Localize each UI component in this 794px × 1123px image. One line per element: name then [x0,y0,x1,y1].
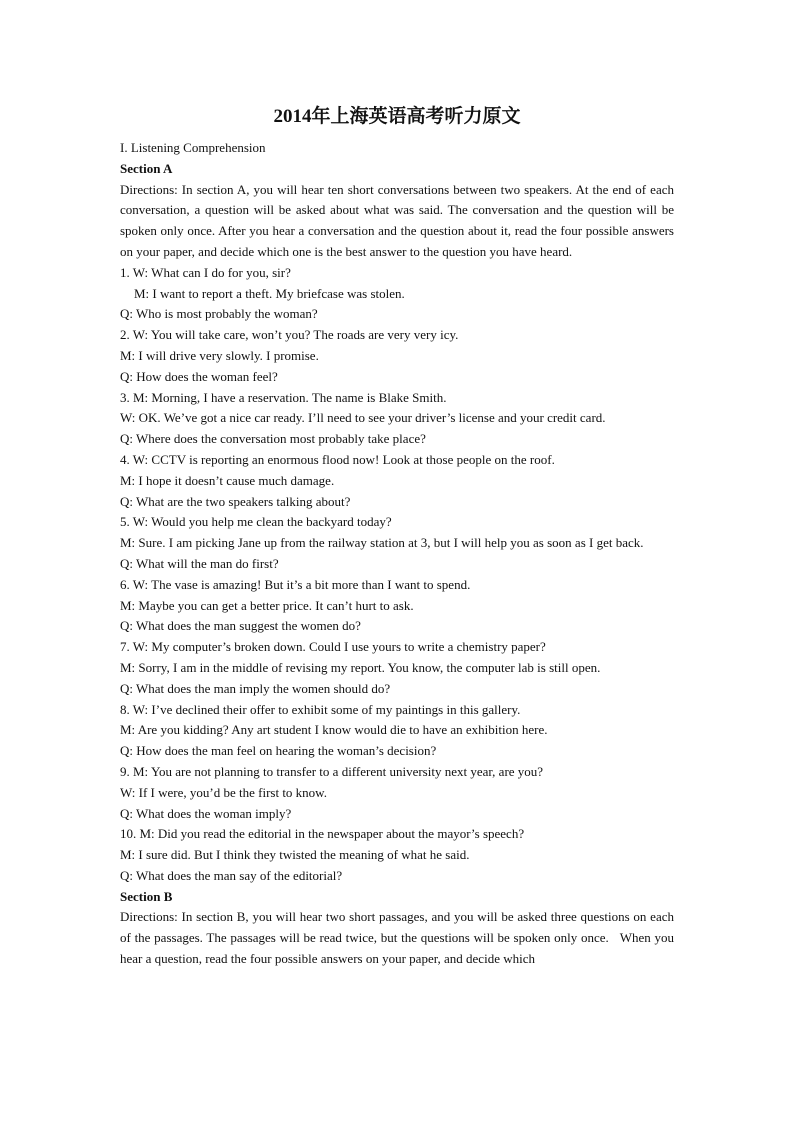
conversation-line: M: Sorry, I am in the middle of revising my report. You know, the computer lab is still open. [120,659,601,675]
conversation-line: 8. W: I’ve declined their offer to exhibit some of my paintings in this gallery. [120,701,521,717]
conversation-line: 5. W: Would you help me clean the backyard today? [120,514,392,530]
conversation-line: W: If I were, you’d be the first to know. [120,784,327,800]
section-a-conversations [120,263,674,887]
conversation-line: Q: What will the man do first? [120,555,279,571]
section-b-directions: Directions: In section B, you will hear two short passages, and you will be asked three questions on each of the passages. The passages will be read twice, but the questions will be spoken only once. When you hear a question, read the four possible answers on your paper, and decide which [120,909,678,967]
conversation-line: Q: Where does the conversation most probably take place? [120,431,426,447]
conversation-line: Q: How does the man feel on hearing the woman’s decision? [120,743,437,759]
conversation-line: 1. W: What can I do for you, sir? [120,264,291,280]
conversation-line: M: I sure did. But I think they twisted the meaning of what he said. [120,847,470,863]
part-heading: I. Listening Comprehension [120,140,266,155]
conversation-line: 6. W: The vase is amazing! But it’s a bit more than I want to spend. [120,576,471,592]
conversation-line: M: I will drive very slowly. I promise. [120,347,319,363]
conversation-line: 10. M: Did you read the editorial in the newspaper about the mayor’s speech? [120,826,525,842]
conversation-line: 7. W: My computer’s broken down. Could I use yours to write a chemistry paper? [120,639,546,655]
conversation-line: Q: What does the woman imply? [120,805,292,821]
conversation-line: 4. W: CCTV is reporting an enormous flood now! Look at those people on the roof. [120,451,555,467]
conversation-line: M: I want to report a theft. My briefcase was stolen. [134,285,405,301]
section-a-directions: Directions: In section A, you will hear ten short conversations between two speakers. At the end of each conversation, a question will be asked about what was said. The conversation and the question will be spoken only once. After you hear a conversation and the question about it, read the four possible answers on your paper, and decide which one is the best answer to the question you have heard. [120,181,674,259]
conversation-line: Q: Who is most probably the woman? [120,306,318,322]
conversation-line: 9. M: You are not planning to transfer to a different university next year, are you? [120,763,544,779]
conversation-line: M: Are you kidding? Any art student I know would die to have an exhibition here. [120,722,548,738]
conversation-line: 3. M: Morning, I have a reservation. The name is Blake Smith. [120,389,447,405]
conversation-line: Q: What are the two speakers talking about? [120,493,351,509]
conversation-line: M: Sure. I am picking Jane up from the railway station at 3, but I will help you as soon as I get back. [120,535,644,551]
conversation-line: Q: What does the man imply the women should do? [120,680,391,696]
conversation-line: Q: What does the man suggest the women do? [120,618,361,634]
document-body [120,138,678,970]
section-b-heading: Section B [120,888,173,904]
conversation-line: Q: What does the man say of the editorial? [120,867,343,883]
section-a-heading: Section A [120,160,173,176]
conversation-line: M: Maybe you can get a better price. It can’t hurt to ask. [120,597,414,613]
conversation-line: 2. W: You will take care, won’t you? The roads are very very icy. [120,327,459,343]
conversation-line: W: OK. We’ve got a nice car ready. I’ll need to see your driver’s license and your credit card. [120,410,606,426]
page-title: 2014年上海英语高考听力原文 [273,106,521,127]
conversation-line: M: I hope it doesn’t cause much damage. [120,472,335,488]
conversation-line: Q: How does the woman feel? [120,368,278,384]
